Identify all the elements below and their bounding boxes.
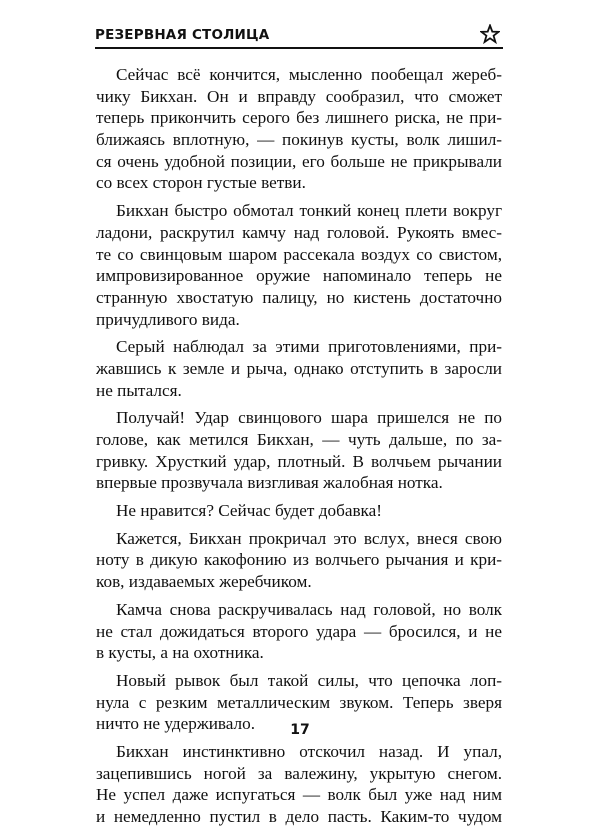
text-line: те со свинцовым шаром рассекала воздух со свистом,	[96, 244, 502, 264]
running-title: РЕЗЕРВНАЯ СТОЛИЦА	[95, 27, 270, 43]
text-line: зацепившись ногой за валежину, укрытую снегом.	[96, 763, 502, 783]
text-line: нула с резким металлическим звуком. Теперь зверя	[96, 692, 502, 712]
paragraph	[96, 336, 502, 401]
text-line: Серый наблюдал за этими приготовлениями, при-	[116, 337, 502, 357]
text-line: Новый рывок был такой силы, что цепочка лоп-	[116, 670, 502, 690]
paragraph	[96, 407, 502, 494]
text-line: в кусты, а на охотника.	[96, 643, 264, 663]
text-line: Бикхан инстинктивно отскочил назад. И упал,	[116, 741, 502, 761]
text-line: и немедленно пустил в дело пасть. Каким-то чудом	[96, 807, 502, 826]
header-rule	[95, 47, 503, 49]
text-line: гривку. Хрусткий удар, плотный. В волчьем рычании	[96, 451, 502, 471]
paragraph	[96, 741, 502, 828]
text-line: импровизированное оружие напоминало теперь не	[96, 266, 502, 286]
text-line: ся очень удобной позиции, его больше не прикрывали	[96, 151, 502, 171]
running-head	[95, 22, 500, 46]
text-line: ладони, раскрутил камчу над головой. Рукоять вмес-	[96, 222, 502, 242]
text-line: ноту в дикую какофонию из волчьего рычания и кри-	[96, 550, 502, 570]
text-line: причудливого вида.	[96, 309, 240, 329]
text-line: не стал дожидаться второго удара — бросился, и не	[96, 621, 502, 641]
text-line: странную хвостатую палицу, но кистень достаточно	[96, 287, 502, 307]
text-line: голове, как метился Бикхан, — чуть дальше, по за-	[96, 430, 502, 449]
text-line: со всех сторон густые ветви.	[96, 173, 306, 193]
paragraph	[96, 500, 502, 522]
text-line: ков, издаваемых жеребчиком.	[96, 572, 312, 592]
paragraph	[96, 599, 502, 664]
paragraph	[96, 528, 502, 593]
text-line: впервые прозвучала визгливая жалобная нотка.	[96, 473, 443, 493]
body-text	[96, 64, 502, 828]
text-line: ничто не удерживало.	[96, 714, 256, 734]
text-line: теперь прикончить серого без лишнего риска, не при-	[96, 108, 502, 128]
text-line: ближаясь вплотную, — покинув кусты, волк лишил-	[96, 130, 502, 150]
text-line: Сейчас всё кончится, мысленно пообещал жереб-	[116, 65, 502, 84]
page-number: 17	[290, 722, 310, 738]
paragraph	[96, 200, 502, 330]
text-line: Кажется, Бикхан прокричал это вслух, внеся свою	[116, 528, 502, 548]
text-line: Получай! Удар свинцового шара пришелся не по	[116, 408, 502, 428]
text-line: чику Бикхан. Он и вправду сообразил, что сможет	[96, 86, 502, 106]
star-icon	[480, 24, 500, 44]
text-line: Не успел даже испугаться — волк был уже над ним	[96, 785, 502, 805]
text-line: Бикхан быстро обмотал тонкий конец плети вокруг	[116, 201, 502, 221]
text-line: жавшись к земле и рыча, однако отступить в заросли	[96, 358, 502, 378]
text-line: Не нравится? Сейчас будет добавка!	[116, 501, 383, 521]
text-line: не пытался.	[96, 380, 182, 400]
text-line: Камча снова раскручивалась над головой, но волк	[116, 599, 502, 619]
paragraph	[96, 64, 502, 194]
